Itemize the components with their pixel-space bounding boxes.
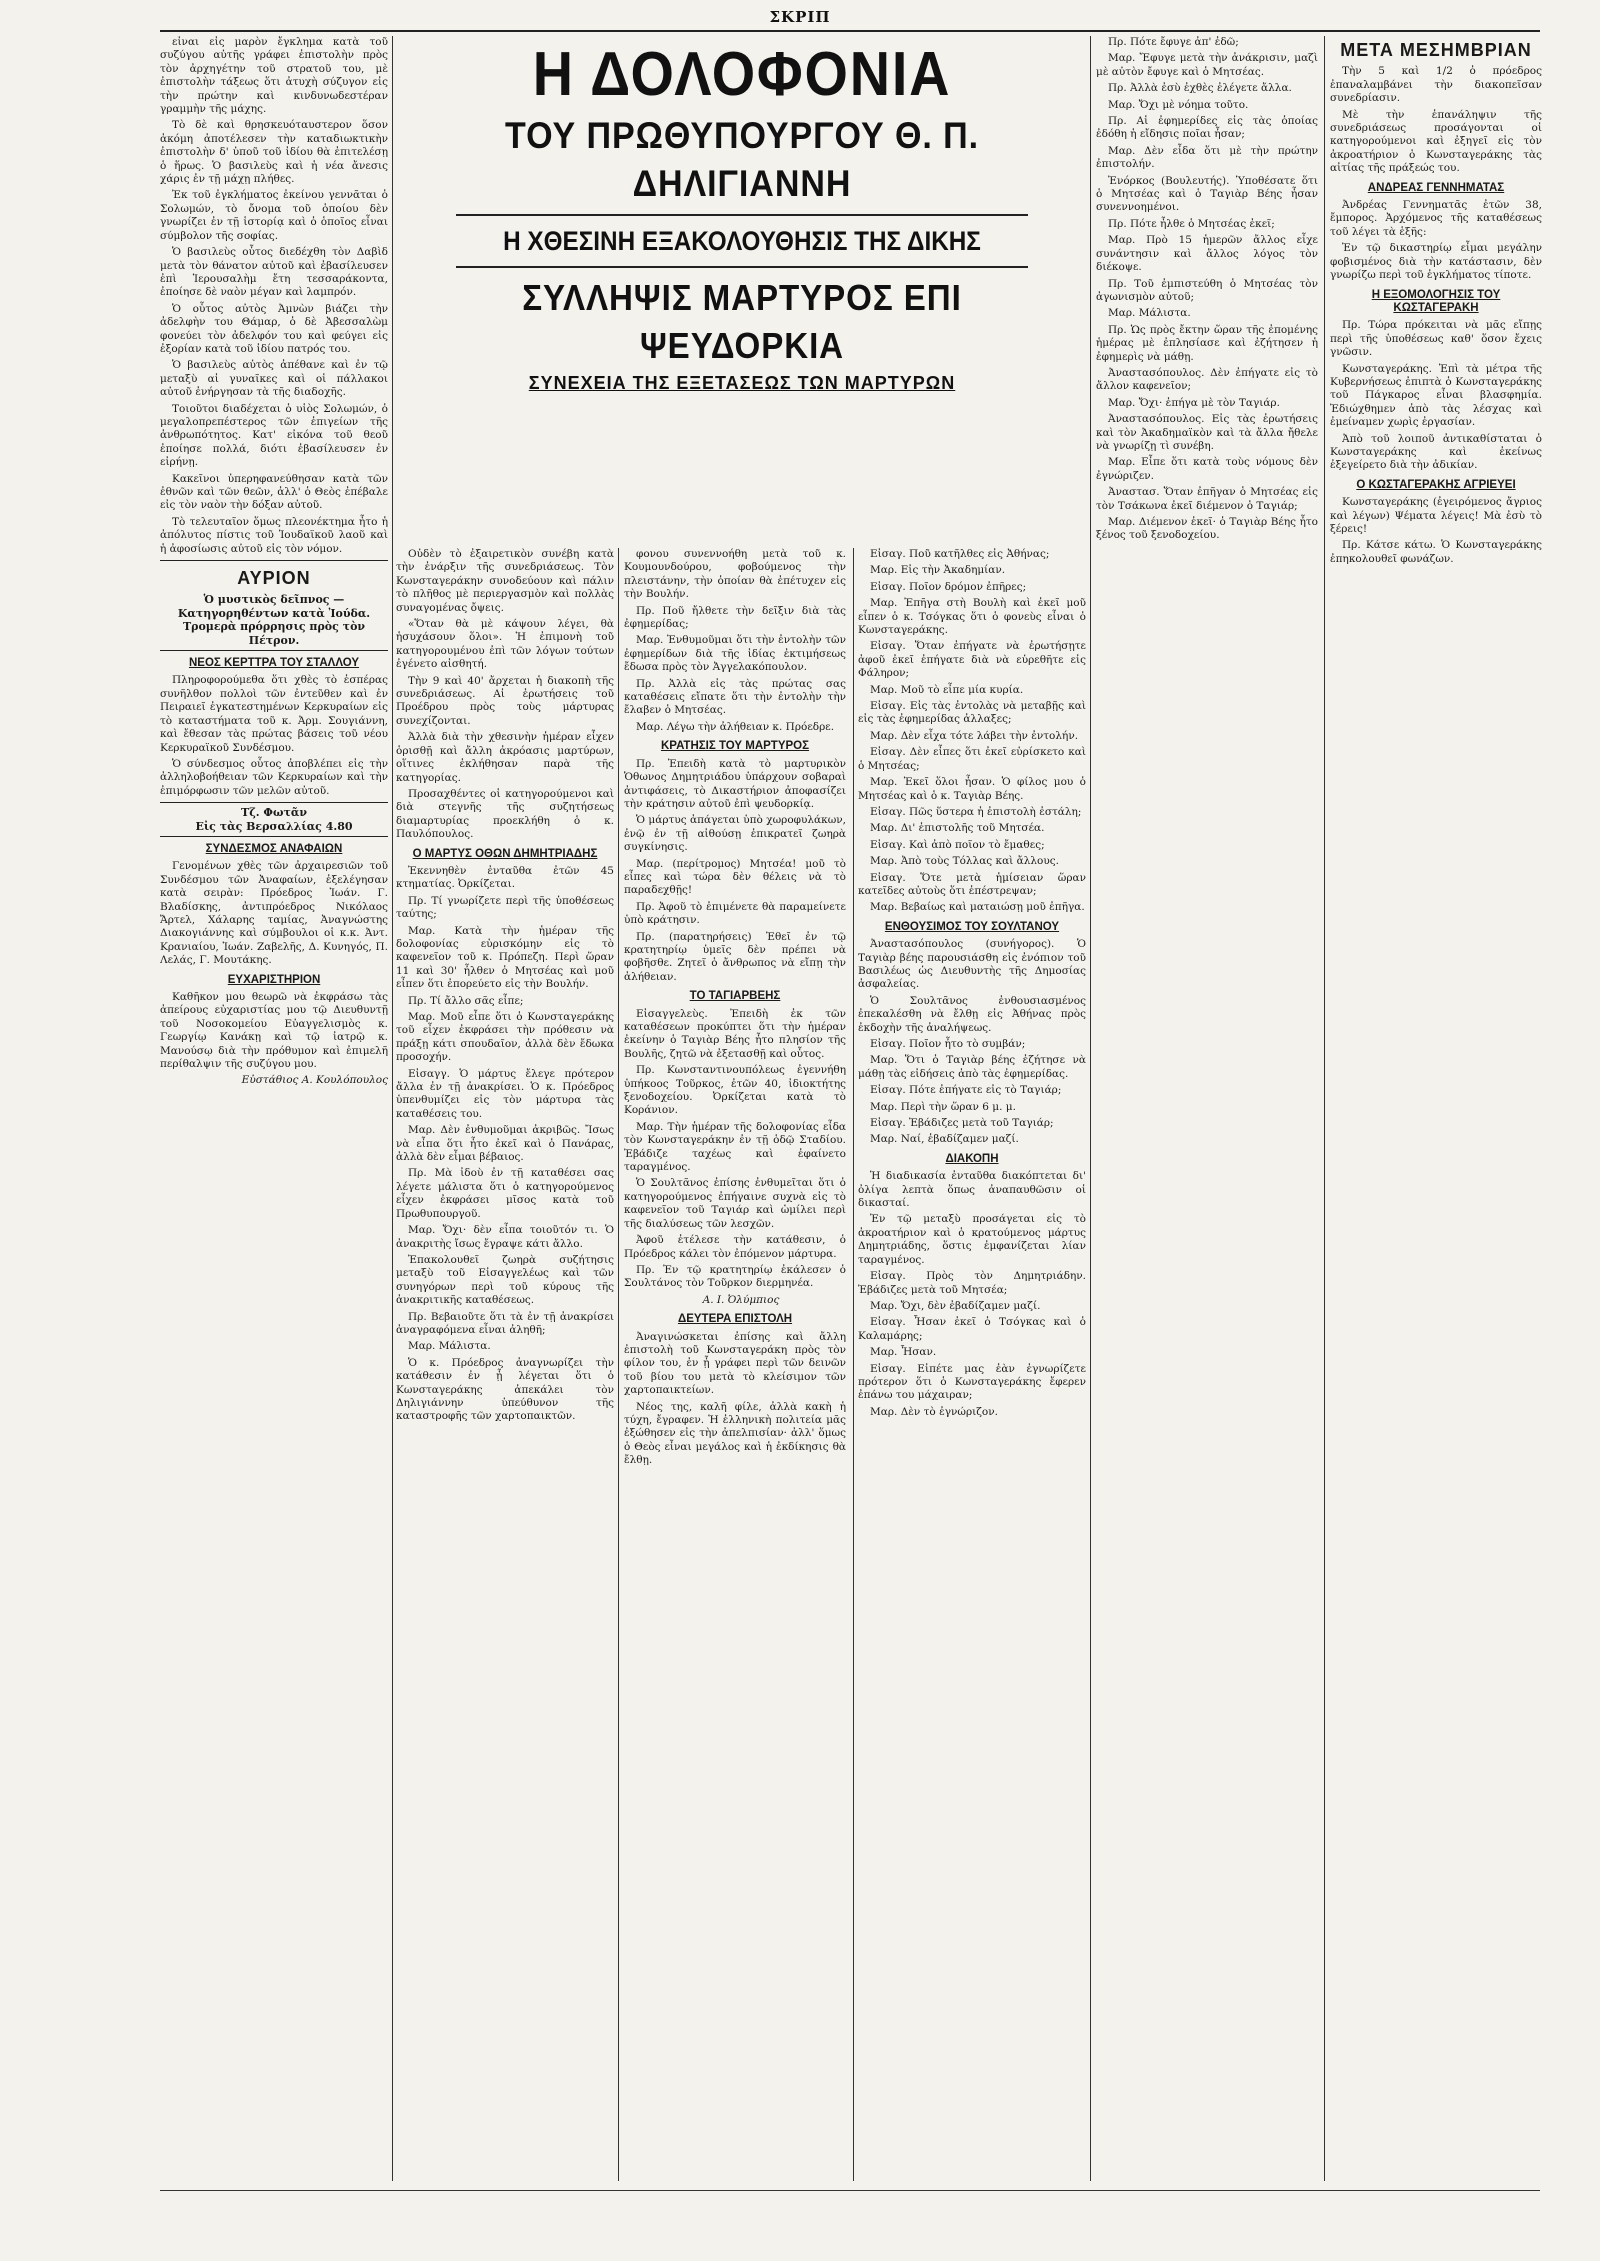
paragraph: Ἐν τῷ μεταξὺ προσάγεται εἰς τὸ ἀκροατήριον καὶ ὁ κρατούμενος μάρτυς Δημητριάδης, ὅστις ἐμφανίζεται λίαν ταραγμένος. — [858, 1213, 1086, 1266]
paragraph: Ἀναγινώσκεται ἐπίσης καὶ ἄλλη ἐπιστολὴ τοῦ Κωνσταγεράκη πρὸς τὸν φίλον του, ἐν ᾗ γράφει περὶ τῶν δεινῶν τοῦ βίου του μετὰ τὸ κλείσιμον τῶν χαρτοπαικτείων. — [624, 1330, 846, 1397]
paragraph: Πρ. Ἐν τῷ κρατητηρίῳ ἐκάλεσεν ὁ Σουλτάνος τὸν Τοῦρκον διερμηνέα. — [624, 1263, 846, 1290]
paragraph: Πρ. Ἀλλὰ εἰς τὰς πρώτας σας καταθέσεις εἴπατε ὅτι τὴν ἐντολὴν τὴν ἔλαβεν ὁ Μητσέας. — [624, 677, 846, 717]
paragraph: Κακεῖνοι ὑπερηφανεύθησαν κατὰ τῶν ἐθνῶν καὶ τῶν θεῶν, ἀλλ' ὁ Θεὸς ἐπέβαλε εἰς τὸν ναὸν τὴν δόξαν αὐτοῦ. — [160, 472, 388, 512]
paragraph: Πρ. Πότε ἦλθε ὁ Μητσέας ἐκεῖ; — [1108, 217, 1275, 230]
paragraph: Τὸ δὲ καὶ θρησκευόταυστερον ὅσον ἀκόμη ἀποτέλεσεν τὴν καταδιωκτικὴν ἐπιστολὴν δ' ὑποῦ τοῦ ἰδίου θὰ ἐπιτελέσῃ ὁ ἥρως. Ὁ βασιλεὺς καὶ ἡ νέα ἄνεσις χάρις ἐν τῇ μάχῃ πλήθες. — [160, 119, 388, 186]
advert-sub: Εἰς τὰς Βερσαλλίας 4.80 — [195, 819, 353, 833]
paragraph: Μαρ. Ὄχι· ἐπήγα μὲ τὸν Ταγιάρ. — [1108, 396, 1280, 409]
paragraph: Πρ. (παρατηρήσεις) Ἐθεῖ ἐν τῷ κρατητηρίῳ ὑμεῖς δὲν πρέπει νὰ φοβῆσθε. Ζητεῖ ὁ ἄνθρωπος νὰ εἴπῃ τὴν ἀλήθειαν. — [624, 930, 846, 983]
paragraph: Ὁ Σουλτᾶνος ἐνθουσιασμένος ἐπεκαλέσθη νὰ ἔλθῃ εἰς Ἀθήνας πρὸς ἐκδοχὴν τῆς ἀναλήψεως. — [858, 994, 1086, 1034]
paragraph: Μαρ. Μοῦ εἶπε ὅτι ὁ Κωνσταγεράκης τοῦ εἶχεν ἐκφράσει τὴν πρόθεσιν νὰ πράξῃ κάτι σπουδαῖον, ἀλλὰ δὲν ἔδωκα προσοχήν. — [396, 1011, 614, 1064]
paragraph: Πρ. Μὰ ἰδοὺ ἐν τῇ καταθέσει σας λέγετε μάλιστα ὅτι ὁ κατηγορούμενος εἶχεν ἐκφράσει μῖσος κατὰ τοῦ Πρωθυπουργοῦ. — [396, 1167, 614, 1220]
paragraph: Τὴν 5 καὶ 1/2 ὁ πρόεδρος ἐπαναλαμβάνει τὴν διακοπεῖσαν συνεδρίασιν. — [1330, 65, 1542, 105]
paragraph: Ὁ οὗτος αὐτὸς Ἀμνὼν βιάζει τὴν ἀδελφὴν του Θάμαρ, ὁ δὲ Ἀβεσσαλὼμ φονεύει τὸν ἀδελφόν του καὶ φεύγει εἰς ἐξορίαν κατὰ τοῦ ἰδίου πατρός του. — [160, 302, 388, 355]
column-rule — [1324, 36, 1325, 2181]
paragraph: Μαρ. (περίτρομος) Μητσέα! μοῦ τὸ εἶπες καὶ τώρα δὲν θέλεις νὰ τὸ παραδεχθῇς! — [624, 857, 846, 897]
paragraph: Τοιοῦτοι διαδέχεται ὁ υἱὸς Σολωμών, ὁ μεγαλοπρεπέστερος τῶν ἐπιγείων τῆς ἀνθρωπότητος. Κατ' εἰκόνα τοῦ θεοῦ ἐποίησε πολλά, διότι ἐβασίλευσεν ἐν εἰρήνῃ. — [160, 402, 388, 469]
paragraph: Μαρ. Τὴν ἡμέραν τῆς δολοφονίας εἶδα τὸν Κωνσταγεράκην ἐν τῇ ὁδῷ Σταδίου. Ἐβάδιζε ταχέως καὶ ἐφαίνετο ταραγμένος. — [624, 1120, 846, 1174]
signature: Εὐστάθιος Α. Κουλόπουλος — [241, 1074, 388, 1087]
paragraph: Πρ. Πότε ἔφυγε ἀπ' ἐδῶ; — [1108, 36, 1239, 48]
column-4 — [858, 548, 1086, 2181]
tomorrow-heading: ΑΥΡΙΟΝ — [237, 568, 311, 589]
paragraph: Μαρ. Δὲν τὸ ἐγνώριζον. — [870, 1405, 998, 1418]
paragraph: Ἐπακολουθεῖ ζωηρὰ συζήτησις μεταξὺ τοῦ Εἰσαγγελέως καὶ τῶν συνηγόρων περὶ τοῦ κύρους τῆς ἀνακριτικῆς καταθέσεως. — [396, 1253, 614, 1307]
dialog-line: Μαρ. Εἰς τὴν Ἀκαδημίαν. — [870, 564, 1006, 577]
paragraph: Ἀπὸ τοῦ λοιποῦ ἀντικαθίσταται ὁ Κωνσταγεράκης καὶ ἐκείνως ἐξεγείρετο διὰ τὴν ἀδικίαν. — [1330, 432, 1542, 472]
section-heading: ΔΙΑΚΟΠΗ — [945, 1152, 999, 1165]
paragraph: Πληροφορούμεθα ὅτι χθὲς τὸ ἑσπέρας συνῆλθον πολλοὶ τῶν ἐντεῦθεν καὶ ἐν Πειραιεῖ ἐγκατεστημένων Κερκυραίων εἰς τὸ καταστήματα τοῦ κ. Ἀρμ. Σουγιάννη, καὶ ἔθεσαν τὰς πρώτας βάσεις τοῦ νέου Κερκυραϊκοῦ Συνδέσμου. — [160, 674, 388, 754]
paragraph: Μαρ. Ὄχι· δὲν εἶπα τοιοῦτόν τι. Ὁ ἀνακριτὴς ἴσως ἔγραψε κάτι ἄλλο. — [396, 1224, 614, 1250]
section-heading: Ο ΜΑΡΤΥΣ ΟΘΩΝ ΔΗΜΗΤΡΙΑΔΗΣ — [412, 847, 598, 860]
section-heading: Ο ΚΩΣΤΑΓΕΡΑΚΗΣ ΑΓΡΙΕΥΕΙ — [1356, 478, 1516, 491]
headline-main: Η ΔΟΛΟΦΟΝΙΑ — [532, 40, 952, 109]
paragraph: Τὸ τελευταῖον ὅμως πλεονέκτημα ἦτο ἡ ἀπόλυτος πίστις τοῦ Ἰουδαϊκοῦ λαοῦ καὶ ἡ ἀφοσίωσις αὐτοῦ εἰς τὸν νόμον. — [160, 515, 388, 555]
dialog-line: Εἰσαγ. Δὲν εἶπες ὅτι ἐκεῖ εὑρίσκετο καὶ ὁ Μητσέας; — [858, 746, 1086, 772]
page-folio: ΣΚΡΙΠ — [769, 8, 831, 26]
paragraph: Κωνσταγεράκης (ἐγειρόμενος ἄγριος καὶ λέγων) Ψέματα λέγεις! Μὰ ἐσὺ τὸ ξέρεις! — [1330, 496, 1542, 535]
section-heading: ΣΥΝΔΕΣΜΟΣ ΑΝΑΦΑΙΩΝ — [205, 842, 343, 855]
paragraph: Μαρ. Ναί, ἐβαδίζαμεν μαζί. — [870, 1133, 1019, 1146]
paragraph: Πρ. Τί ἄλλο σᾶς εἶπε; — [408, 994, 524, 1007]
column-rule — [853, 548, 854, 2181]
paragraph: Μαρ. Λέγω τὴν ἀλήθειαν κ. Πρόεδρε. — [636, 720, 835, 733]
dialog-line: Μαρ. Δι' ἐπιστολῆς τοῦ Μητσέα. — [870, 822, 1045, 835]
column-5 — [1096, 36, 1318, 2181]
paragraph: Ὁ Σουλτᾶνος ἐπίσης ἐνθυμεῖται ὅτι ὁ κατηγορούμενος ἐπήγαινε συχνὰ εἰς τὸ καφενεῖον τοῦ Ταγιάρ καὶ ὡμίλει περὶ τῆς διαλύσεως τῶν λεσχῶν. — [624, 1177, 846, 1230]
paragraph: Εἰσαγ. Εἰπέτε μας ἐὰν ἐγνωρίζετε πρότερον ὅτι ὁ Κωνσταγεράκης ἔφερεν ἐπάνω του μάχαιραν; — [858, 1362, 1086, 1402]
dialog-line: Μαρ. Ἀπὸ τοὺς Τόλλας καὶ ἄλλους. — [870, 855, 1059, 868]
column-6 — [1330, 36, 1542, 2181]
paragraph: Μαρ. Ἔφυγε μετὰ τὴν ἀνάκρισιν, μαζὶ μὲ αὐτὸν ἔφυγε καὶ ὁ Μητσέας. — [1096, 52, 1318, 78]
section-heading: ΤΟ ΤΑΓΙΑΡΒΕΗΣ — [689, 990, 781, 1003]
paragraph: Καθῆκον μου θεωρῶ νὰ ἐκφράσω τὰς ἀπείρους εὐχαριστίας μου τῷ Διευθυντῇ τοῦ Νοσοκομείου Εὐαγγελισμὸς κ. Γεωργίῳ Κανάκῃ καὶ τῷ ἰατρῷ κ. Μανούσῳ διὰ τὴν πρόθυμον καὶ ἐπιμελῆ περίθαλψιν τῆς συζύγου μου. — [160, 991, 388, 1071]
paragraph: Μαρ. Ἦσαν. — [870, 1346, 937, 1359]
paragraph: Πρ. Ποῦ ἤλθετε τὴν δεῖξιν διὰ τὰς ἐφημερίδας; — [624, 604, 846, 631]
paragraph: εἶναι εἰς μαρὸν ἔγκλημα κατὰ τοῦ συζύγου αὐτῆς γράφει ἐπιστολὴν πρὸς τὸν ἀρχηγέτην τοῦ στρατοῦ του, μὲ ἐπιστολὴν τάξεως ὅτι ἀτυχὴ σύζυγον εἰς τὴν πρώτην καὶ κινδυνωδεστέραν γραμμὴν τῆς μάχης. — [160, 36, 388, 116]
paragraph: Πρ. Ἀφοῦ τὸ ἐπιμένετε θὰ παραμείνετε ὑπὸ κράτησιν. — [624, 900, 846, 927]
paragraph: Προσαχθέντες οἱ κατηγορούμενοι καὶ διὰ στεγνῆς τῆς συζητήσεως διαμαρτυρίας προεκλήθη ὁ κ. Παυλόπουλος. — [396, 787, 614, 841]
paragraph: Εἰσαγ. Πότε ἐπήγατε εἰς τὸ Ταγιάρ; — [870, 1084, 1062, 1097]
paragraph: Μαρ. Δὲν ἐνθυμοῦμαι ἀκριβῶς. Ἴσως νὰ εἶπα ὅτι ἦτο ἐκεῖ καὶ ὁ Πανάρας, ἀλλὰ δὲν εἶμαι βέβαιος. — [396, 1124, 614, 1164]
paragraph: Ἀναστασ. Ὅταν ἐπῆγαν ὁ Μητσέας εἰς τὸν Τσάκωνα ἐκεῖ διέμενον ὁ Ταγιάρ; — [1096, 486, 1318, 512]
paragraph: Γενομένων χθὲς τῶν ἀρχαιρεσιῶν τοῦ Συνδέσμου τῶν Ἀναφαίων, ἐξελέγησαν κατὰ σειρὰν: Πρόεδρος Ἰωάν. Γ. Βλαδίσκης, ἀντιπρόεδρος Νικόλαος Ἄρτελ, Χάλαρης ταμίας, Ἀναγνώστης Διακογιάννης καὶ σύμβουλοι οἱ κ.κ. Ἀντ. Κρανιαίου, Ἰωάν. Ζαβελῆς, Δ. Κυνηγός, Π. Λελάς, Γ. Μουτάκης. — [160, 860, 388, 967]
paragraph: Εἰσαγ. Πρὸς τὸν Δημητριάδην. Ἐβάδιζες μετὰ τοῦ Μητσέα; — [858, 1270, 1086, 1296]
paragraph: Τὴν 9 καὶ 40' ἄρχεται ἡ διακοπὴ τῆς συνεδριάσεως. Αἱ ἐρωτήσεις τοῦ Προέδρου πρὸς τοὺς μάρτυρας συνεχίζονται. — [396, 674, 614, 727]
paragraph: Πρ. Ὡς πρὸς ἔκτην ὥραν τῆς ἐπομένης ἡμέρας μὲ ἐπλησίασε καὶ ἐζήτησεν ἡ ἐφημερὶς νὰ μάθῃ. — [1096, 323, 1318, 363]
headline-arrest: ΣΥΛΛΗΨΙΣ ΜΑΡΤΥΡΟΣ ΕΠΙ ΨΕΥΔΟΡΚΙΑ — [522, 277, 962, 366]
paragraph: Οὐδὲν τὸ ἐξαιρετικὸν συνέβη κατὰ τὴν ἐνάρξιν τῆς συνεδριάσεως. Τὸν Κωνσταγεράκην συνοδεύουν καὶ πάλιν τὸ πλῆθος μὲ περιεργασμὸν καὶ πολλὰς συναγομένας ὄψεις. — [396, 548, 614, 614]
paragraph: Ἐν τῷ δικαστηρίῳ εἶμαι μεγάλην φοβισμένος διὰ τὴν κατάστασιν, δὲν γνωρίζω περὶ τοῦ ἐγκλήματος τίποτε. — [1330, 242, 1542, 282]
column-1 — [160, 36, 388, 2181]
dialog-line: Μαρ. Ἐκεῖ ὅλοι ἦσαν. Ὁ φίλος μου ὁ Μητσέας καὶ ὁ κ. Ταγιὰρ Βέης. — [858, 776, 1086, 802]
footer-rule — [160, 2190, 1540, 2191]
tomorrow-text: Ὁ μυστικὸς δεῖπνος — Κατηγορηθέντων κατὰ Ἰούδα. Τρομερὰ πρόρρησις πρὸς τὸν Πέτρον. — [177, 593, 371, 647]
headline-block — [396, 38, 1088, 396]
paragraph: Νέος της, καλῆ φίλε, ἀλλὰ κακὴ ἡ τύχη, ἔγραφεν. Ἡ ἑλληνικὴ πολιτεία μᾶς ἐξώθησεν εἰς τὴν ἀπελπισίαν· ἀλλ' ὅμως ὁ Θεὸς εἶναι μεγάλος καὶ ἡ ἐκδίκησις θὰ ἔλθῃ. — [624, 1400, 846, 1467]
paragraph: Μαρ. Κατὰ τὴν ἡμέραν τῆς δολοφονίας εὑρισκόμην εἰς τὸ καφενεῖον τοῦ κ. Πρόπεζη. Περὶ ὥραν 11 καὶ 30' ἦλθεν ὁ Μητσέας καὶ μοῦ εἶπεν ὅτι ἐπορεύετο εἰς τὴν Βουλήν. — [396, 924, 614, 991]
paragraph: Εἰσαγ. Ποῖον ἦτο τὸ συμβάν; — [870, 1038, 1026, 1050]
paragraph: Πρ. Τοῦ ἐμπιστεύθη ὁ Μητσέας τὸν ἀγωνισμὸν αὐτοῦ; — [1096, 277, 1318, 303]
headline-deck: Η ΧΘΕΣΙΝΗ ΕΞΑΚΟΛΟΥΘΗΣΙΣ ΤΗΣ ΔΙΚΗΣ — [503, 226, 981, 256]
paragraph: Μαρ. Διέμενον ἐκεῖ· ὁ Ταγιὰρ Βέης ἦτο ξένος τοῦ ξενοδοχείου. — [1096, 516, 1318, 542]
dialog-line: Εἰσαγ. Καὶ ἀπὸ ποῖον τὸ ἔμαθες; — [870, 838, 1045, 851]
paragraph: Πρ. Τί γνωρίζετε περὶ τῆς ὑποθέσεως ταύτης; — [396, 894, 614, 921]
paragraph: Μαρ. Ὄχι, δὲν ἐβαδίζαμεν μαζί. — [870, 1299, 1041, 1312]
headline-rule — [456, 214, 1028, 216]
section-heading: ΚΡΑΤΗΣΙΣ ΤΟΥ ΜΑΡΤΥΡΟΣ — [660, 740, 810, 753]
paragraph: Μαρ. Περὶ τὴν ὥραν 6 μ. μ. — [870, 1100, 1016, 1113]
paragraph: «Ὅταν θὰ μὲ κάψουν λέγει, θὰ ἡσυχάσουν ὅλοι». Ἡ ἐπιμονὴ τοῦ κατηγορουμένου ἐπὶ τῶν λόγων τούτων ἐγένετο αἰσθητή. — [396, 618, 614, 671]
paragraph: Μαρ. Ὄχι μὲ νόημα τοῦτο. — [1108, 98, 1249, 111]
paragraph: Εἰσαγγελεὺς. Ἐπειδὴ ἐκ τῶν καταθέσεων προκύπτει ὅτι τὴν ἡμέραν ἐκείνην ὁ Ταγιὰρ Βέης ἦτο πλησίον τῆς Βουλῆς, ζητῶ νὰ ἐξετασθῇ καὶ οὗτος. — [624, 1007, 846, 1060]
headline-continuation: ΣΥΝΕΧΕΙΑ ΤΗΣ ΕΞΕΤΑΣΕΩΣ ΤΩΝ ΜΑΡΤΥΡΩΝ — [528, 373, 956, 393]
dialog-line: Μαρ. Ἐπῆγα στὴ Βουλὴ καὶ ἐκεῖ μοῦ εἶπεν ὁ κ. Τσόγκας ὅτι ὁ φονεὺς εἶναι ὁ Κωνσταγεράκης. — [858, 597, 1086, 637]
paragraph: Εἰσαγ. Ἐβάδιζες μετὰ τοῦ Ταγιάρ; — [870, 1117, 1054, 1130]
column-rule — [392, 36, 393, 2181]
section-heading: ΕΥΧΑΡΙΣΤΗΡΙΟΝ — [227, 973, 321, 986]
paragraph: Ὁ μάρτυς ἀπάγεται ὑπὸ χωροφυλάκων, ἐνῷ ἐν τῇ αἰθούσῃ ἐπικρατεῖ ζωηρὰ συγκίνησις. — [624, 814, 846, 854]
dialog-line: Μαρ. Βεβαίως καὶ ματαιώσῃ μοῦ ἐπῆγα. — [870, 901, 1085, 914]
paragraph: Μαρ. Ὅτι ὁ Ταγιὰρ βέης ἐζήτησε νὰ μάθῃ τὰς εἰδήσεις ἀπὸ τὰς ἐφημερίδας. — [858, 1054, 1086, 1080]
paragraph: Πρ. Βεβαιοῦτε ὅτι τὰ ἐν τῇ ἀνακρίσει ἀναγραφόμενα εἶναι ἀληθῆ; — [396, 1310, 614, 1336]
section-heading: Η ΕΞΟΜΟΛΟΓΗΣΙΣ ΤΟΥ ΚΩΣΤΑΓΕΡΑΚΗ — [1371, 288, 1501, 314]
paragraph: Εἰσαγ. Ἦσαν ἐκεῖ ὁ Τσόγκας καὶ ὁ Καλαμάρης; — [858, 1316, 1086, 1342]
dialog-line: Εἰσαγ. Ὅτε μετὰ ἡμίσειαν ὥραν κατεῖδες αὐτοὺς ὅτι ἐπέστρεψαν; — [858, 871, 1086, 897]
paragraph: Μαρ. Δὲν εἶδα ὅτι μὲ τὴν πρώτην ἐπιστολήν. — [1096, 144, 1318, 171]
section-heading: ΕΝΘΟΥΣΙΜΟΣ ΤΟΥ ΣΟΥΛΤΑΝΟΥ — [884, 920, 1060, 933]
tomorrow-box — [160, 560, 388, 651]
paragraph: Πρ. Αἱ ἐφημερίδες εἰς τὰς ὁποίας ἐδόθη ἡ εἴδησις ποῖαι ἦσαν; — [1096, 115, 1318, 141]
section-heading: ΔΕΥΤΕΡΑ ΕΠΙΣΤΟΛΗ — [677, 1313, 793, 1326]
dialog-line: Εἰσαγ. Πῶς ὕστερα ἡ ἐπιστολὴ ἐστάλη; — [870, 805, 1082, 818]
paragraph: Ἀναστασόπουλος (συνήγορος). Ὁ Ταγιὰρ βέης παρουσιάσθη εἰς ἐνόπιον τοῦ Βασιλέως ὡς Διευθυντὴς τῆς Δημοσίας ἀσφαλείας. — [858, 938, 1086, 991]
paragraph: Ὁ βασιλεὺς αὐτὸς ἀπέθανε καὶ ἐν τῷ μεταξὺ αἱ γυναῖκες καὶ οἱ πάλλακοι αὐτοῦ ἐνήργησαν τὰ τῆς διαδοχῆς. — [160, 359, 388, 399]
paragraph: Πρ. Κάτσε κάτω. Ὁ Κωνσταγεράκης ἐπηκολουθεῖ φωνάζων. — [1330, 539, 1542, 565]
column-rule — [1090, 36, 1091, 2181]
top-rule — [160, 30, 1540, 32]
paragraph: Ἐνόρκος (Βουλευτής). Ὑποθέσατε ὅτι ὁ Μητσέας καὶ ὁ Ταγιὰρ Βέης ἦσαν συνεννοημένοι. — [1096, 174, 1318, 214]
headline-sub: ΤΟΥ ΠΡΩΘΥΠΟΥΡΓΟΥ Θ. Π. ΔΗΛΙΓΙΑΝΝΗ — [504, 115, 980, 204]
paragraph: Ὁ σύνδεσμος οὗτος ἀποβλέπει εἰς τὴν ἀλληλοβοήθειαν τῶν Κερκυραίων καὶ τὴν ἐπιμόρφωσιν τῶν μελῶν αὐτοῦ. — [160, 757, 388, 797]
section-heading: ΝΕΟΣ ΚΕΡΤΤΡΑ ΤΟΥ ΣΤΑΛΛΟΥ — [188, 657, 360, 670]
column-rule — [618, 548, 619, 2181]
paragraph: Ἀνδρέας Γεννηματᾶς ἐτῶν 38, ἔμπορος. Ἀρχόμενος τῆς καταθέσεως τοῦ λέγει τὰ ἑξῆς: — [1330, 199, 1542, 238]
paragraph: Μαρ. Μάλιστα. — [408, 1340, 491, 1353]
paragraph: Ἡ διαδικασία ἐνταῦθα διακόπτεται δι' ὀλίγα λεπτὰ ὅπως ἀναπαυθῶσιν οἱ δικασταί. — [858, 1170, 1086, 1210]
dialog-line: Εἰσαγ. Ὅταν ἐπήγατε νὰ ἐρωτήσῃτε ἀφοῦ ἐκεῖ ἐπήγατε διὰ νὰ εὑρεθῆτε εἰς Φάληρον; — [858, 640, 1086, 680]
paragraph: Μὲ τὴν ἐπανάληψιν τῆς συνεδριάσεως προσάγονται οἱ κατηγορούμενοι καὶ ἐξηγεῖ εἰς τὸν ἀκροατήριον ὁ Κωνσταγεράκης τὰς αἰτίας τῆς πράξεώς του. — [1330, 108, 1542, 175]
paragraph: Πρ. Ἀλλὰ ἐσὺ ἐχθὲς ἐλέγετε ἄλλα. — [1108, 82, 1292, 95]
dialog-line: Μαρ. Μοῦ τὸ εἶπε μία κυρία. — [870, 683, 1024, 696]
paragraph: Μαρ. Πρὸ 15 ἡμερῶν ἄλλος εἶχε συνάντησιν καὶ ἄλλος λόγος τὸν διέκοψε. — [1096, 234, 1318, 274]
paragraph: Κωνσταγεράκης. Ἐπὶ τὰ μέτρα τῆς Κυβερνήσεως ἐπιπτὰ ὁ Κωνσταγεράκης τοῦ Πάγκαρος εἶναι βλασφημία. Ἐδιώχθημεν ἀπὸ τὰς λέσχας καὶ ἐμείναμεν χωρὶς ἐργασίαν. — [1330, 362, 1542, 429]
paragraph: Ἐκ τοῦ ἐγκλήματος ἐκείνου γεννᾶται ὁ Σολωμών, τὸ ὄνομα τοῦ ὁποίου δὲν γνωρίζει ἐν τῇ ἱστορίᾳ καὶ ὁ ὁποῖος εἶναι σύμβολον τῆς σοφίας. — [160, 189, 388, 242]
paragraph: Ἐκεννηθὲν ἐνταῦθα ἐτῶν 45 κτηματίας. Ὀρκίζεται. — [396, 864, 614, 891]
dialog-line: Εἰσαγ. Εἰς τὰς ἐντολὰς νὰ μεταβῇς καὶ εἰς τὰς ἐφημερίδας ἀλλαξες; — [858, 700, 1086, 726]
advert-name: Τζ. Φωτᾶν — [241, 806, 307, 820]
paragraph: Πρ. Ἐπειδὴ κατὰ τὸ μαρτυρικὸν Ὁθωνος Δημητριάδου ὑπάρχουν σοβαραὶ ἀντιφάσεις, τὸ Δικαστήριον ἀποφασίζει τὴν κράτησιν αὐτοῦ ἐπὶ ψευδορκίᾳ. — [624, 757, 846, 810]
paragraph: Πρ. Κωνσταντινουπόλεως ἐγεννήθη ὑπήκοος Τοῦρκος, ἐτῶν 40, ἰδιοκτήτης ξενοδοχείου. Ὀρκίζεται κατὰ τὸ Κοράνιον. — [624, 1064, 846, 1117]
section-heading: ΑΝΔΡΕΑΣ ΓΕΝΝΗΜΑΤΑΣ — [1367, 181, 1505, 194]
dialog-line: Εἰσαγ. Ποῖον δρόμον ἐπῆρες; — [870, 580, 1027, 593]
dialog-line: Εἰσαγ. Ποῦ κατῆλθες εἰς Ἀθήνας; — [870, 548, 1050, 560]
paragraph: Εἰσαγγ. Ὁ μάρτυς ἔλεγε πρότερον ἄλλα ἐν τῇ ἀνακρίσει. Ὁ κ. Πρόεδρος ὑπενθυμίζει εἰς τὸν μάρτυρα τὰς καταθέσεις του. — [396, 1067, 614, 1120]
advert-box — [160, 802, 388, 837]
headline-rule — [456, 266, 1028, 268]
paragraph: Πρ. Τώρα πρόκειται νὰ μᾶς εἴπῃς περὶ τῆς ὑποθέσεως καθ' ὅσον ἔχεις γνῶσιν. — [1330, 319, 1542, 359]
paragraph: Μαρ. Ἐνθυμοῦμαι ὅτι τὴν ἐντολὴν τῶν ἐφημερίδων διὰ τῆς ἰδίας ἐκτιμήσεως ἔδωσα πρὸς τὸν Ἀγγελακόπουλον. — [624, 634, 846, 674]
section-heading: ΜΕΤΑ ΜΕΣΗΜΒΡΙΑΝ — [1340, 40, 1532, 60]
paragraph: Ὁ κ. Πρόεδρος ἀναγνωρίζει τὴν κατάθεσιν ἐν ᾗ λέγεται ὅτι ὁ Κωνσταγεράκης ἀπεκάλει τὸν Δηλιγιάννην ὑπεύθυνον τῆς καταστροφῆς τῶν χαρτοπαικτῶν. — [396, 1356, 614, 1423]
paragraph: Ἀναστασόπουλος. Εἰς τὰς ἐρωτήσεις καὶ τὸν Ἀκαδημαϊκὸν καὶ τὰ ἄλλα ἤθελε νὰ γνωρίζῃ τὶ συνέβη. — [1096, 413, 1318, 452]
paragraph: Μαρ. Εἶπε ὅτι κατὰ τοὺς νόμους δὲν ἐγνώριζεν. — [1096, 456, 1318, 482]
signature: Α. Ι. Ὀλύμπιος — [702, 1293, 780, 1306]
paragraph: Μαρ. Μάλιστα. — [1108, 307, 1191, 320]
paragraph: Ἀφοῦ ἐτέλεσε τὴν κατάθεσιν, ὁ Πρόεδρος κάλει τὸν ἐπόμενον μάρτυρα. — [624, 1234, 846, 1260]
paragraph: φονου συνεννοήθη μετὰ τοῦ κ. Κουμουνδούρου, φοβούμενος τὴν πλειστάνην, τὴν ὁποίαν θὰ ἐπέτυχεν εἰς τὴν Βουλήν. — [624, 548, 846, 601]
paragraph: Ἀναστασόπουλος. Δὲν ἐπήγατε εἰς τὸ ἄλλον καφενεῖον; — [1096, 366, 1318, 393]
column-3 — [624, 548, 846, 2181]
paragraph: Ἀλλὰ διὰ τὴν χθεσινὴν ἡμέραν εἶχεν ὁρισθῇ καὶ ἄλλη ἀκρόασις μαρτύρων, οἵτινες ἐκλήθησαν παρὰ τῆς κατηγορίας. — [396, 731, 614, 784]
paragraph: Ὁ βασιλεὺς οὗτος διεδέχθη τὸν Δαβὶδ μετὰ τὸν θάνατον αὐτοῦ καὶ ἐβασίλευσεν ἐπὶ Ἱερουσαλὴμ ἔτη τεσσαράκοντα, ἐποίησε δὲ ναὸν μέγαν καὶ λαμπρόν. — [160, 246, 388, 299]
dialog-line: Μαρ. Δὲν εἶχα τότε λάβει τὴν ἐντολήν. — [870, 729, 1079, 742]
column-2 — [396, 548, 614, 2181]
